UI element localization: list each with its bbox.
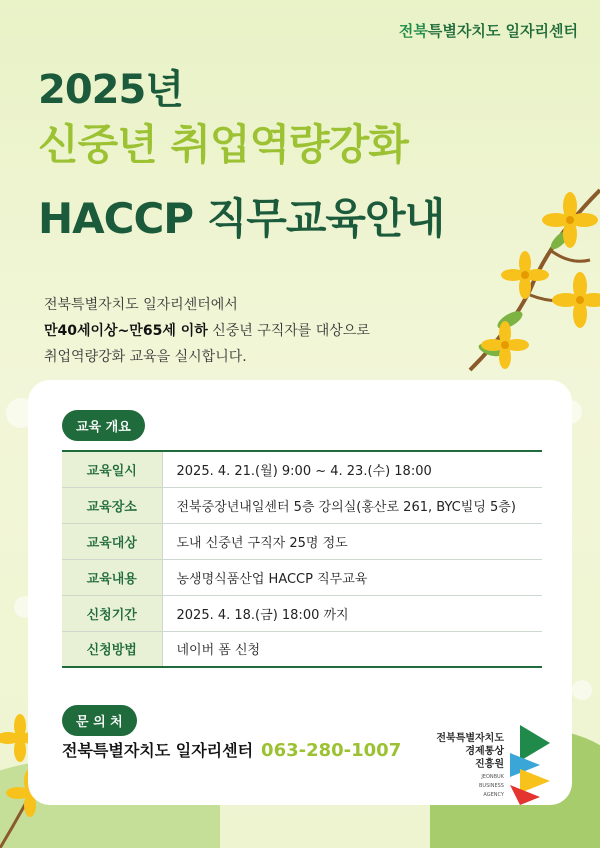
agency-name-en-1: JEONBUK [481,774,504,780]
agency-name-en-3: AGENCY [483,792,504,798]
intro-text [44,292,370,370]
forsythia-branch-illustration [430,180,600,380]
table-value: 농생명식품산업 HACCP 직무교육 [162,559,542,595]
org-header-highlight: 전북 [398,22,428,40]
intro-line-2-rest: 신중년 구직자를 대상으로 [207,323,370,339]
intro-line-3: 취업역량강화 교육을 실시합니다. [44,349,247,365]
table-value: 도내 신중년 구직자 25명 정도 [162,523,542,559]
contact-name: 전북특별자치도 일자리센터 [62,741,254,760]
table-key: 신청방법 [62,631,162,667]
table-value: 2025. 4. 18.(금) 18:00 까지 [162,595,542,631]
table-row [62,595,542,631]
table-key: 신청기간 [62,595,162,631]
agency-name-line-1: 전북특별자치도 [436,733,504,744]
intro-line-1: 전북특별자치도 일자리센터에서 [44,297,238,313]
agency-name-en-2: BUSINESS [479,783,504,789]
org-header-rest: 특별자치도 일자리센터 [427,22,578,40]
table-value: 전북중장년내일센터 5층 강의실(홍산로 261, BYC빌딩 5층) [162,487,542,523]
decor-bubble [572,680,592,700]
agency-logo-icon [510,725,550,805]
title-main: 신중년 취업역량강화 [38,120,408,169]
contact-label: 문 의 처 [62,705,137,736]
table-key: 교육내용 [62,559,162,595]
table-row [62,631,542,667]
agency-logo [436,725,550,805]
table-value: 2025. 4. 21.(월) 9:00 ~ 4. 23.(수) 18:00 [162,451,542,487]
overview-table [62,450,542,668]
table-row [62,523,542,559]
title-sub: HACCP 직무교육안내 [38,194,445,243]
contact-phone: 063-280-1007 [261,740,402,761]
agency-logo-text [436,732,504,798]
table-key: 교육일시 [62,451,162,487]
table-key: 교육대상 [62,523,162,559]
org-header [399,20,578,41]
title-year: 2025년 [38,67,183,113]
overview-label: 교육 개요 [62,410,145,441]
table-row [62,487,542,523]
table-row [62,451,542,487]
agency-name-line-3: 진흥원 [475,759,504,770]
info-card [28,380,572,805]
intro-line-2 [44,318,370,344]
table-key: 교육장소 [62,487,162,523]
table-value: 네이버 폼 신청 [176,643,261,659]
agency-name-line-2: 경제통상 [465,746,504,757]
table-row [62,559,542,595]
intro-age-range: 만40세이상~만65세 이하 [44,323,208,339]
contact-info [62,738,401,761]
